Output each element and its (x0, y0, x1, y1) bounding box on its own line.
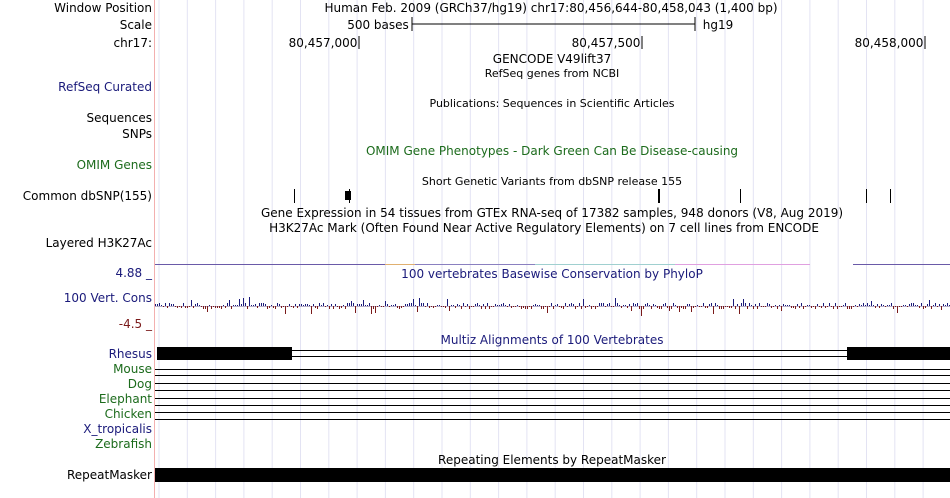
species-label-dog[interactable]: Dog (127, 377, 152, 391)
scale-bar-label: 500 bases (347, 18, 409, 32)
window-position-value: Human Feb. 2009 (GRCh37/hg19) chr17:80,456,644-80,458,043 (1,400 bp) (324, 1, 778, 15)
refseq-track-label[interactable]: RefSeq Curated (58, 80, 152, 94)
phylop-conservation-wiggle[interactable] (155, 297, 950, 316)
species-label-mouse[interactable]: Mouse (113, 362, 152, 376)
species-label-chicken[interactable]: Chicken (104, 407, 152, 421)
species-label-xtropicalis[interactable]: X_tropicalis (83, 422, 152, 436)
phylop-min-value: -4.5 _ (118, 317, 152, 331)
sequences-track-label[interactable]: Sequences (86, 111, 152, 125)
gtex-track-title[interactable]: Gene Expression in 54 tissues from GTEx RNA-seq of 17382 samples, 948 donors (V8, Aug 2019) (260, 206, 844, 220)
repeatmasker-element[interactable] (155, 468, 950, 482)
snps-track-label[interactable]: SNPs (122, 127, 152, 141)
coord-tick-label: 80,458,000 (854, 36, 924, 50)
omim-track-label[interactable]: OMIM Genes (76, 158, 152, 172)
dbsnp-variant-marks[interactable] (294, 189, 891, 203)
repeatmasker-track-title[interactable]: Repeating Elements by RepeatMasker (438, 453, 666, 467)
rhesus-alignment-row[interactable] (157, 347, 950, 360)
other-species-alignment-lines[interactable] (155, 370, 950, 420)
refseq-track-title[interactable]: RefSeq genes from NCBI (484, 67, 620, 80)
species-label-elephant[interactable]: Elephant (98, 392, 152, 406)
position-ticks (359, 36, 925, 49)
scale-label: Scale (119, 18, 152, 32)
multiz-track-title[interactable]: Multiz Alignments of 100 Vertebrates (440, 333, 664, 347)
dbsnp-track-label[interactable]: Common dbSNP(155) (22, 189, 152, 203)
h3k27ac-track-title[interactable]: H3K27Ac Mark (Often Found Near Active Regulatory Elements) on 7 cell lines from ENCODE (269, 221, 819, 235)
scale-bar (412, 17, 695, 31)
phylop-max-value: 4.88 _ (115, 266, 152, 280)
omim-track-title[interactable]: OMIM Gene Phenotypes - Dark Green Can Be Disease-causing (365, 144, 739, 158)
gencode-track-title[interactable]: GENCODE V49lift37 (492, 52, 612, 66)
dbsnp-track-title[interactable]: Short Genetic Variants from dbSNP release 155 (421, 175, 683, 188)
window-position-label: Window Position (54, 1, 152, 15)
publications-track-title[interactable]: Publications: Sequences in Scientific Articles (429, 97, 675, 110)
assembly-label: hg19 (702, 18, 734, 32)
cons-track-label[interactable]: 100 Vert. Cons (63, 291, 152, 305)
h3k27ac-track-label[interactable]: Layered H3K27Ac (45, 236, 152, 250)
chrom-label: chr17: (113, 36, 152, 50)
coord-tick-label: 80,457,000 (288, 36, 358, 50)
repeatmasker-track-label[interactable]: RepeatMasker (66, 468, 152, 482)
species-label-rhesus[interactable]: Rhesus (108, 347, 152, 361)
coord-tick-label: 80,457,500 (571, 36, 641, 50)
species-label-zebrafish[interactable]: Zebrafish (95, 437, 152, 451)
phylop-track-title[interactable]: 100 vertebrates Basewise Conservation by PhyloP (401, 267, 703, 281)
